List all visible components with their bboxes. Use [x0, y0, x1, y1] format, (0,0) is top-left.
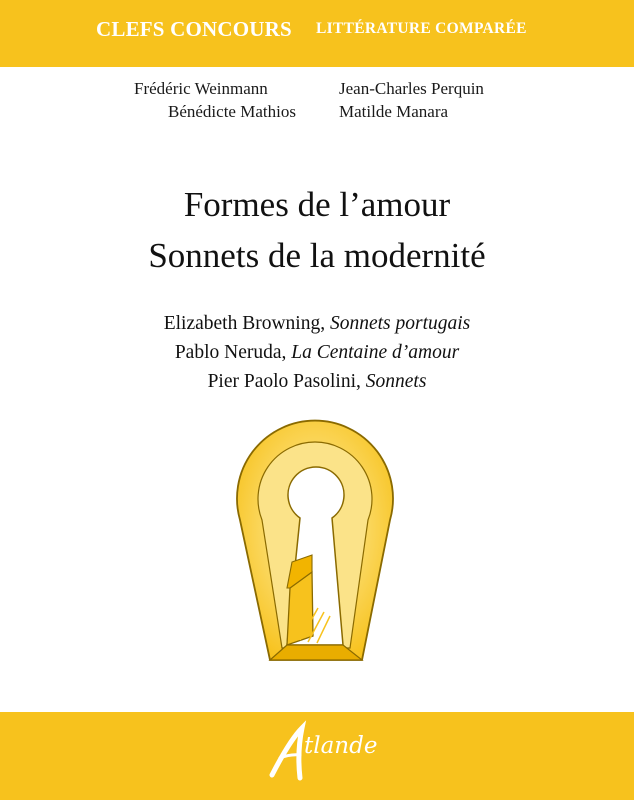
- author-name: Bénédicte Mathios: [168, 102, 296, 121]
- book-title-line-1: Formes de l’amour: [183, 185, 451, 224]
- publisher-a-stroke: [272, 728, 302, 778]
- work-author: Pier Paolo Pasolini,: [207, 371, 366, 392]
- author-name: Matilde Manara: [339, 102, 449, 121]
- work-title: Sonnets: [365, 371, 427, 392]
- publisher-name: tlande: [304, 733, 378, 759]
- work-author: Pablo Neruda,: [174, 342, 292, 363]
- author-name: Frédéric Weinmann: [134, 79, 268, 98]
- work-title: La Centaine d’amour: [291, 342, 460, 363]
- work-title: Sonnets portugais: [329, 313, 471, 334]
- series-name: CLEFS CONCOURS: [96, 17, 292, 41]
- book-title-line-2: Sonnets de la modernité: [148, 236, 486, 275]
- collection-name: LITTÉRATURE COMPARÉE: [316, 20, 527, 37]
- work-author: Elizabeth Browning,: [163, 313, 330, 334]
- author-name: Jean-Charles Perquin: [339, 79, 484, 98]
